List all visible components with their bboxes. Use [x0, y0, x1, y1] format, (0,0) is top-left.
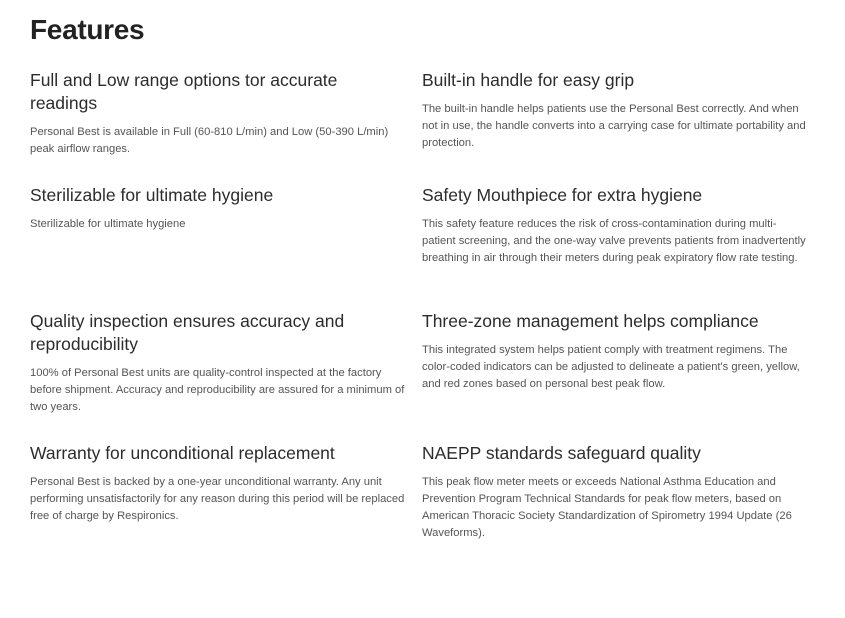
- feature-warranty: [30, 442, 408, 525]
- feature-title: Built-in handle for easy grip: [422, 70, 635, 90]
- feature-description: The built-in handle helps patients use the Personal Best correctly. And when not in use, the handle converts into a carrying case for ultimate portability and protection.: [422, 103, 806, 149]
- feature-three-zone-management: [422, 310, 807, 393]
- feature-naepp-standards: [422, 442, 807, 542]
- feature-description: Personal Best is available in Full (60-810 L/min) and Low (50-390 L/min) peak airflow ranges.: [30, 126, 389, 155]
- feature-title: Safety Mouthpiece for extra hygiene: [422, 185, 703, 205]
- feature-title: Full and Low range options tor accurate readings: [30, 70, 338, 113]
- feature-safety-mouthpiece: [422, 184, 807, 267]
- feature-description: Personal Best is backed by a one-year unconditional warranty. Any unit performing unsatisfactorily for any reason during this period will be replaced free of charge by Respironics.: [30, 476, 405, 522]
- feature-full-low-range: [30, 69, 408, 158]
- feature-title: Sterilizable for ultimate hygiene: [30, 185, 274, 205]
- feature-description: Sterilizable for ultimate hygiene: [30, 218, 186, 230]
- page-title: Features: [30, 14, 145, 45]
- feature-title: Warranty for unconditional replacement: [30, 443, 335, 463]
- feature-built-in-handle: [422, 69, 807, 152]
- feature-description: This peak flow meter meets or exceeds National Asthma Education and Prevention Program Technical Standards for peak flow meters, based on American Thoracic Society Standardization of Spirometry 1994 Update (26 Waveforms).: [422, 476, 792, 539]
- feature-description: This safety feature reduces the risk of cross-contamination during multi-patient screening, and the one-way valve prevents patients from inadvertently breathing in air through their meters during peak expiratory flow rate testing.: [422, 218, 806, 264]
- feature-description: This integrated system helps patient comply with treatment regimens. The color-coded indicators can be adjusted to delineate a patient's green, yellow, and red zones based on personal best peak flow.: [422, 344, 800, 390]
- feature-quality-inspection: [30, 310, 408, 416]
- feature-description: 100% of Personal Best units are quality-control inspected at the factory before shipment. Accuracy and reproducibility are assured for a minimum of two years.: [30, 367, 405, 413]
- feature-title: Three-zone management helps compliance: [422, 311, 759, 331]
- feature-title: Quality inspection ensures accuracy and reproducibility: [30, 311, 345, 354]
- feature-title: NAEPP standards safeguard quality: [422, 443, 701, 463]
- feature-sterilizable: [30, 184, 408, 233]
